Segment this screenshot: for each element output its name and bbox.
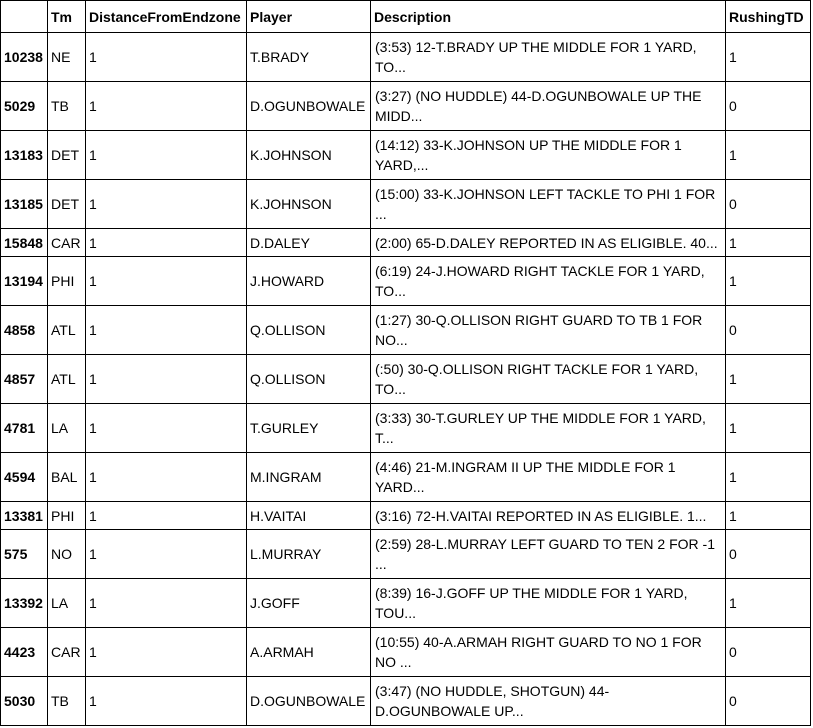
row-index: 5030 bbox=[1, 677, 48, 726]
table-row bbox=[1, 404, 811, 453]
cell-rushing-td: 0 bbox=[726, 82, 811, 131]
cell-player: T.BRADY bbox=[247, 33, 371, 82]
cell-distance: 1 bbox=[86, 628, 247, 677]
table-body bbox=[1, 33, 811, 726]
row-index: 10238 bbox=[1, 33, 48, 82]
cell-distance: 1 bbox=[86, 453, 247, 502]
row-index: 5029 bbox=[1, 82, 48, 131]
header-player: Player bbox=[247, 1, 371, 33]
cell-description: (3:53) 12-T.BRADY UP THE MIDDLE FOR 1 YARD, TO... bbox=[371, 33, 726, 82]
cell-tm: DET bbox=[48, 180, 86, 229]
table-row bbox=[1, 579, 811, 628]
cell-rushing-td: 0 bbox=[726, 628, 811, 677]
cell-description: (15:00) 33-K.JOHNSON LEFT TACKLE TO PHI 1 FOR ... bbox=[371, 180, 726, 229]
header-row bbox=[1, 1, 811, 33]
cell-rushing-td: 0 bbox=[726, 530, 811, 579]
cell-description: (8:39) 16-J.GOFF UP THE MIDDLE FOR 1 YARD, TOU... bbox=[371, 579, 726, 628]
cell-player: D.OGUNBOWALE bbox=[247, 82, 371, 131]
table-header bbox=[1, 1, 811, 33]
cell-rushing-td: 1 bbox=[726, 33, 811, 82]
cell-distance: 1 bbox=[86, 355, 247, 404]
cell-description: (1:27) 30-Q.OLLISON RIGHT GUARD TO TB 1 FOR NO... bbox=[371, 306, 726, 355]
row-index: 13185 bbox=[1, 180, 48, 229]
cell-distance: 1 bbox=[86, 677, 247, 726]
cell-tm: ATL bbox=[48, 355, 86, 404]
row-index: 13392 bbox=[1, 579, 48, 628]
table-row bbox=[1, 82, 811, 131]
cell-tm: NO bbox=[48, 530, 86, 579]
cell-description: (:50) 30-Q.OLLISON RIGHT TACKLE FOR 1 YARD, TO... bbox=[371, 355, 726, 404]
cell-description: (6:19) 24-J.HOWARD RIGHT TACKLE FOR 1 YARD, TO... bbox=[371, 257, 726, 306]
cell-tm: NE bbox=[48, 33, 86, 82]
cell-distance: 1 bbox=[86, 530, 247, 579]
cell-player: Q.OLLISON bbox=[247, 306, 371, 355]
cell-rushing-td: 1 bbox=[726, 257, 811, 306]
row-index: 13183 bbox=[1, 131, 48, 180]
row-index: 4781 bbox=[1, 404, 48, 453]
cell-player: M.INGRAM bbox=[247, 453, 371, 502]
cell-rushing-td: 1 bbox=[726, 229, 811, 257]
cell-tm: DET bbox=[48, 131, 86, 180]
cell-rushing-td: 1 bbox=[726, 579, 811, 628]
cell-rushing-td: 1 bbox=[726, 502, 811, 530]
cell-distance: 1 bbox=[86, 579, 247, 628]
cell-tm: CAR bbox=[48, 628, 86, 677]
cell-tm: PHI bbox=[48, 257, 86, 306]
cell-player: L.MURRAY bbox=[247, 530, 371, 579]
cell-player: H.VAITAI bbox=[247, 502, 371, 530]
row-index: 13194 bbox=[1, 257, 48, 306]
row-index: 4858 bbox=[1, 306, 48, 355]
header-tm: Tm bbox=[48, 1, 86, 33]
cell-tm: TB bbox=[48, 82, 86, 131]
cell-player: J.HOWARD bbox=[247, 257, 371, 306]
row-index: 4423 bbox=[1, 628, 48, 677]
cell-player: J.GOFF bbox=[247, 579, 371, 628]
cell-distance: 1 bbox=[86, 257, 247, 306]
cell-distance: 1 bbox=[86, 502, 247, 530]
cell-player: D.OGUNBOWALE bbox=[247, 677, 371, 726]
table-row bbox=[1, 677, 811, 726]
table-row bbox=[1, 628, 811, 677]
cell-distance: 1 bbox=[86, 306, 247, 355]
table-row bbox=[1, 257, 811, 306]
cell-tm: PHI bbox=[48, 502, 86, 530]
table-row bbox=[1, 306, 811, 355]
cell-rushing-td: 0 bbox=[726, 306, 811, 355]
row-index: 575 bbox=[1, 530, 48, 579]
cell-description: (3:47) (NO HUDDLE, SHOTGUN) 44-D.OGUNBOWALE UP... bbox=[371, 677, 726, 726]
cell-description: (3:16) 72-H.VAITAI REPORTED IN AS ELIGIBLE. 1... bbox=[371, 502, 726, 530]
cell-distance: 1 bbox=[86, 404, 247, 453]
table-row bbox=[1, 131, 811, 180]
table-row bbox=[1, 33, 811, 82]
cell-rushing-td: 0 bbox=[726, 677, 811, 726]
row-index: 13381 bbox=[1, 502, 48, 530]
table-row bbox=[1, 229, 811, 257]
cell-player: D.DALEY bbox=[247, 229, 371, 257]
cell-description: (3:33) 30-T.GURLEY UP THE MIDDLE FOR 1 YARD, T... bbox=[371, 404, 726, 453]
cell-description: (10:55) 40-A.ARMAH RIGHT GUARD TO NO 1 FOR NO ... bbox=[371, 628, 726, 677]
cell-distance: 1 bbox=[86, 180, 247, 229]
cell-distance: 1 bbox=[86, 131, 247, 180]
table-row bbox=[1, 530, 811, 579]
table-row bbox=[1, 180, 811, 229]
cell-tm: ATL bbox=[48, 306, 86, 355]
cell-tm: LA bbox=[48, 404, 86, 453]
cell-tm: LA bbox=[48, 579, 86, 628]
cell-description: (2:00) 65-D.DALEY REPORTED IN AS ELIGIBLE. 40... bbox=[371, 229, 726, 257]
cell-distance: 1 bbox=[86, 33, 247, 82]
row-index: 4857 bbox=[1, 355, 48, 404]
cell-description: (2:59) 28-L.MURRAY LEFT GUARD TO TEN 2 FOR -1 ... bbox=[371, 530, 726, 579]
cell-rushing-td: 1 bbox=[726, 131, 811, 180]
cell-tm: CAR bbox=[48, 229, 86, 257]
row-index: 15848 bbox=[1, 229, 48, 257]
cell-rushing-td: 1 bbox=[726, 453, 811, 502]
cell-description: (4:46) 21-M.INGRAM II UP THE MIDDLE FOR 1 YARD... bbox=[371, 453, 726, 502]
cell-player: T.GURLEY bbox=[247, 404, 371, 453]
header-index bbox=[1, 1, 48, 33]
cell-rushing-td: 1 bbox=[726, 404, 811, 453]
header-rushing-td: RushingTD bbox=[726, 1, 811, 33]
cell-rushing-td: 1 bbox=[726, 355, 811, 404]
cell-distance: 1 bbox=[86, 82, 247, 131]
cell-tm: BAL bbox=[48, 453, 86, 502]
cell-description: (14:12) 33-K.JOHNSON UP THE MIDDLE FOR 1 YARD,... bbox=[371, 131, 726, 180]
cell-player: Q.OLLISON bbox=[247, 355, 371, 404]
cell-tm: TB bbox=[48, 677, 86, 726]
cell-player: A.ARMAH bbox=[247, 628, 371, 677]
row-index: 4594 bbox=[1, 453, 48, 502]
header-description: Description bbox=[371, 1, 726, 33]
cell-player: K.JOHNSON bbox=[247, 180, 371, 229]
cell-description: (3:27) (NO HUDDLE) 44-D.OGUNBOWALE UP THE MIDD... bbox=[371, 82, 726, 131]
cell-player: K.JOHNSON bbox=[247, 131, 371, 180]
table-row bbox=[1, 502, 811, 530]
table-row bbox=[1, 453, 811, 502]
cell-rushing-td: 0 bbox=[726, 180, 811, 229]
header-distance-from-endzone: DistanceFromEndzone bbox=[86, 1, 247, 33]
table-row bbox=[1, 355, 811, 404]
cell-distance: 1 bbox=[86, 229, 247, 257]
